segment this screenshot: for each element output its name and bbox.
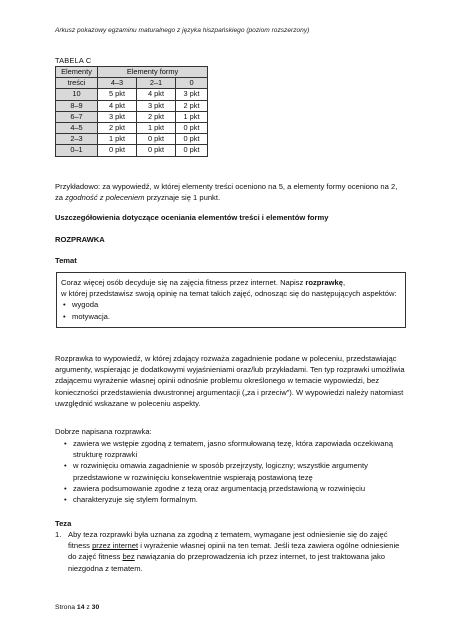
list-item: • w rozwinięciu omawia zagadnienie w sposób przejrzysty, logiczny; wszystkie argumenty przedstawione w rozwinięciu konsekwentnie wspierają postawioną tezę xyxy=(62,460,402,482)
table-cell: 0 pkt xyxy=(176,134,208,145)
table-cell: 4 pkt xyxy=(137,89,176,100)
table-cell: 3 pkt xyxy=(176,89,208,100)
table-cell: 5 pkt xyxy=(98,89,137,100)
page-header: Arkusz pokazowy egzaminu maturalnego z języka hiszpańskiego (poziom rozszerzony) xyxy=(55,27,310,34)
table-cell: 2–3 xyxy=(56,134,98,145)
table-row xyxy=(56,111,208,122)
table-header-row xyxy=(56,67,208,78)
section-title: Uszczegółowienia dotyczące oceniania elementów treści i elementów formy xyxy=(55,213,329,222)
table-cell: 4–5 xyxy=(56,122,98,133)
content-elements-header-line2: treści xyxy=(56,78,98,89)
good-essay-intro: Dobrze napisana rozprawka: xyxy=(55,427,152,436)
table-cell: 0–1 xyxy=(56,145,98,156)
table-cell: 4 pkt xyxy=(98,100,137,111)
scoring-table xyxy=(55,66,208,157)
table-cell: 2 pkt xyxy=(137,111,176,122)
page-footer xyxy=(55,604,99,611)
table-caption: TABELA C xyxy=(55,56,92,65)
form-subheader: 4–3 xyxy=(98,78,137,89)
form-subheader: 0 xyxy=(176,78,208,89)
table-cell: 0 pkt xyxy=(98,145,137,156)
table-row xyxy=(56,89,208,100)
table-cell: 0 pkt xyxy=(137,134,176,145)
essay-description: Rozprawka to wypowiedź, w której zdający rozważa zagadnienie podane w poleceniu, przedstawiając argumenty, wspierając je dodatkowymi wyjaśnieniami oraz/lub przykładami. Ten typ rozprawki umożliwia zdającemu wyrażenie własnej opinii odnośnie problemu określonego w temacie wypowiedzi, bez konieczności przedstawienia dwustronnej argumentacji („za i przeciw”). W wypowiedzi należy natomiast uwzględnić wskazane w poleceniu aspekty. xyxy=(55,354,405,408)
footer-prefix: Strona xyxy=(55,604,77,611)
example-italic: zgodność z poleceniem xyxy=(65,193,145,203)
thesis-text: nawiązania do przeprowadzenia ich przez internet, to jest traktowana jako niezgodna z tematem. xyxy=(68,552,386,573)
table-cell: 3 pkt xyxy=(137,100,176,111)
task-keyword: rozprawkę xyxy=(305,278,343,287)
good-essay-points xyxy=(62,438,402,505)
thesis-item-text xyxy=(68,529,405,574)
thesis-underlined: bez xyxy=(122,552,135,562)
content-elements-header-line1: Elementy xyxy=(61,67,92,77)
list-item: • charakteryzuje się stylem formalnym. xyxy=(62,494,402,505)
form-elements-header: Elementy formy xyxy=(98,67,208,78)
table-cell: 0 pkt xyxy=(137,145,176,156)
task-aspects-list xyxy=(61,299,401,321)
list-item: • motywacja. xyxy=(61,311,401,322)
thesis-underlined: przez internet xyxy=(92,541,139,551)
table-cell: 1 pkt xyxy=(98,134,137,145)
table-cell: 10 xyxy=(56,89,98,100)
content-elements-header xyxy=(56,67,98,78)
task-box xyxy=(56,272,406,328)
example-text-1: Przykładowo: za wypowiedź, w której elementy treści oceniono na 5, a elementy formy oceniono na 2, za xyxy=(55,182,398,203)
page-total: 30 xyxy=(91,604,100,611)
essay-heading: ROZPRAWKA xyxy=(55,235,105,244)
table-cell: 2 pkt xyxy=(98,122,137,133)
thesis-item xyxy=(55,529,405,574)
table-cell: 0 pkt xyxy=(176,122,208,133)
task-line-1 xyxy=(61,277,401,288)
table-cell: 8–9 xyxy=(56,100,98,111)
list-item: • zawiera we wstępie zgodną z tematem, jasno sformułowaną tezę, która zapowiada oczekiwaną strukturę rozprawki xyxy=(62,438,402,460)
table-row xyxy=(56,145,208,156)
table-row xyxy=(56,100,208,111)
table-cell: 1 pkt xyxy=(137,122,176,133)
thesis-text: i wyrażenie własnej opinii na ten temat. Jeśli teza zawiera ogólne odniesienie do zajęć fitness xyxy=(68,541,400,562)
list-item: • zawiera podsumowanie zgodne z tezą oraz argumentacją przedstawioną w rozwinięciu xyxy=(62,483,402,494)
topic-heading: Temat xyxy=(55,256,77,265)
thesis-text: Aby teza rozprawki była uznana za zgodną z tematem, wymagane jest odniesienie się do zajęć fitness xyxy=(68,530,388,551)
table-cell: 1 pkt xyxy=(176,111,208,122)
table-row xyxy=(56,122,208,133)
form-subheader: 2–1 xyxy=(137,78,176,89)
table-cell: 2 pkt xyxy=(176,100,208,111)
thesis-heading: Teza xyxy=(55,519,72,528)
example-text-2: przyznaje się 1 punkt. xyxy=(144,193,221,203)
item-number: 1. xyxy=(55,530,62,539)
list-item: • wygoda xyxy=(61,299,401,310)
footer-middle: z xyxy=(84,604,92,611)
table-subheader-row xyxy=(56,78,208,89)
task-text: , xyxy=(342,278,346,287)
task-line-2: w której przedstawisz swoją opinię na temat takich zajęć, odnosząc się do następujących aspektów: xyxy=(61,289,397,299)
table-cell: 6–7 xyxy=(56,111,98,122)
example-paragraph xyxy=(55,181,405,203)
page-number: 14 xyxy=(76,604,85,611)
task-text: Coraz więcej osób decyduje się na zajęcia fitness przez internet. Napisz xyxy=(61,278,306,287)
table-row xyxy=(56,134,208,145)
table-cell: 3 pkt xyxy=(98,111,137,122)
table-cell: 0 pkt xyxy=(176,145,208,156)
